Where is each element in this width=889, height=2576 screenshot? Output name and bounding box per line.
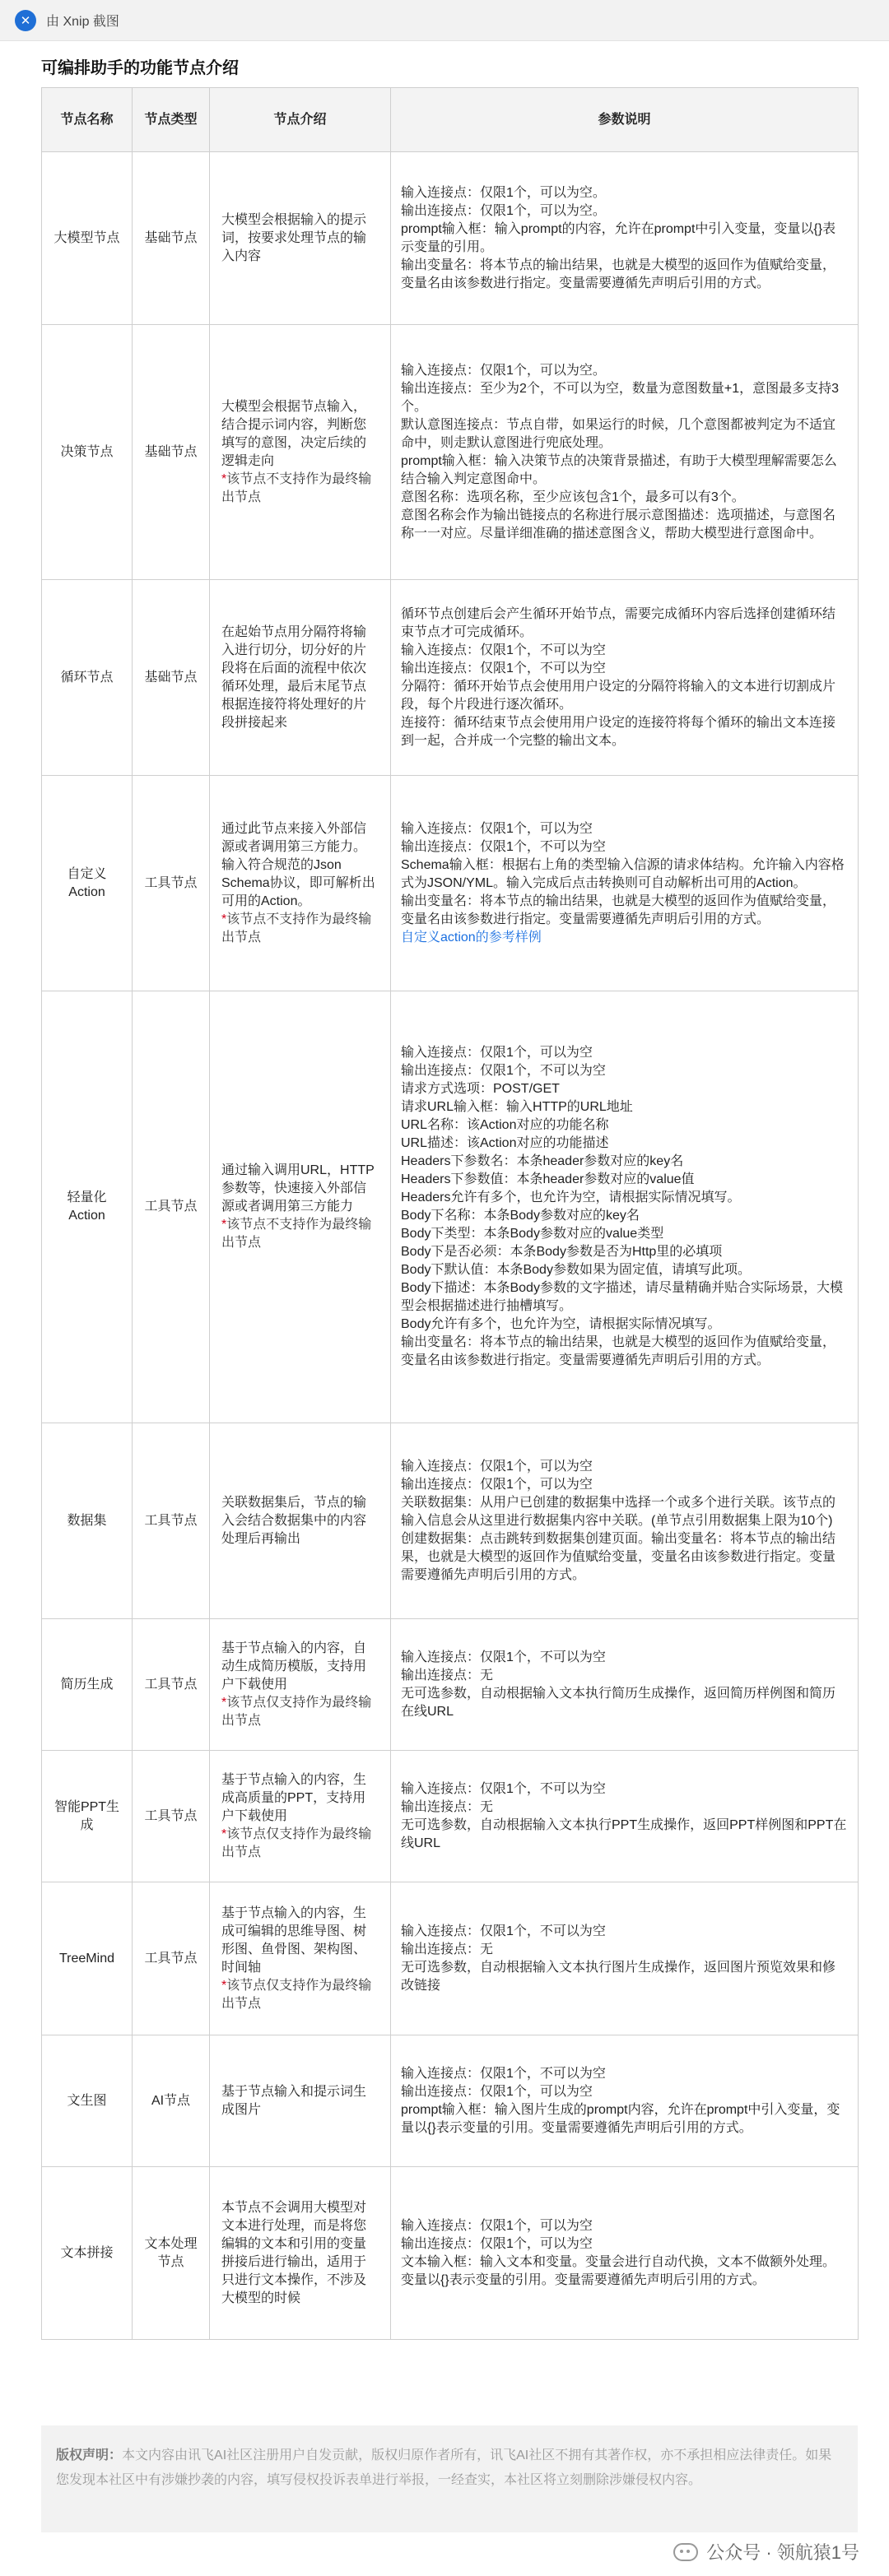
param-line: 意图名称：选项名称，至少应该包含1个，最多可以有3个。: [401, 490, 745, 504]
node-desc-text: 基于节点输入的内容，生成可编辑的思维导图、树形图、鱼骨图、架构图、时间轴: [221, 1905, 367, 1975]
node-note: [221, 1216, 379, 1252]
node-type-cell: 基础节点: [133, 325, 210, 580]
node-desc-text: 本节点不会调用大模型对文本进行处理，而是将您编辑的文本和引用的变量拼接后进行输出，适用于只进行文本操作，不涉及大模型的时候: [221, 2200, 367, 2305]
node-desc-text: 基于节点输入的内容，自动生成简历模版，支持用户下载使用: [221, 1641, 367, 1692]
node-note-text: 该节点仅支持作为最终输出节点: [221, 1695, 372, 1728]
param-line: 请求URL输入框：输入HTTP的URL地址: [401, 1100, 633, 1114]
node-desc-cell: [210, 325, 391, 580]
node-type-cell: 工具节点: [133, 1619, 210, 1751]
node-type-cell: AI节点: [133, 2035, 210, 2167]
node-desc-text: 基于节点输入的内容，生成高质量的PPT，支持用户下载使用: [221, 1772, 367, 1823]
table-row: [42, 1882, 859, 2035]
param-line: 无可选参数，自动根据输入文本执行PPT生成操作，返回PPT样例图和PPT在线URL: [401, 1817, 847, 1850]
header-node-name: 节点名称: [42, 88, 133, 152]
param-line: 输入连接点：仅限1个，不可以为空: [401, 643, 606, 657]
node-type-cell: 工具节点: [133, 1423, 210, 1619]
param-line: Schema输入框：根据右上角的类型输入信源的请求体结构。允许输入内容格式为JSON/YML。输入完成后点击转换则可自动解析出可用的Action。: [401, 857, 845, 890]
node-note-text: 该节点不支持作为最终输出节点: [221, 471, 372, 504]
top-bar: [0, 0, 889, 41]
param-line: 输入连接点：仅限1个，不可以为空: [401, 1650, 606, 1664]
action-example-link[interactable]: 自定义action的参考样例: [401, 930, 542, 945]
param-line: 输入连接点：仅限1个，可以为空。: [401, 363, 606, 378]
node-note-text: 该节点仅支持作为最终输出节点: [221, 1978, 372, 2011]
param-line: 输出连接点：仅限1个，可以为空: [401, 2084, 593, 2099]
param-line: prompt输入框：输入prompt的内容，允许在prompt中引入变量，变量以{}表示变量的引用。: [401, 221, 836, 254]
param-line: Body下描述：本条Body参数的文字描述，请尽量精确并贴合实际场景，大模型会根据描述进行抽槽填写。: [401, 1281, 843, 1313]
param-line: 输出连接点：至少为2个，不可以为空，数量为意图数量+1，意图最多支持3个。: [401, 381, 840, 414]
node-type-cell: 基础节点: [133, 152, 210, 325]
node-note: [221, 471, 379, 507]
node-desc-cell: [210, 1751, 391, 1882]
node-note-text: 该节点不支持作为最终输出节点: [221, 912, 372, 945]
param-line: 输出变量名：将本节点的输出结果，也就是大模型的返回作为值赋给变量，变量名由该参数进行指定。变量需要遵循先声明后引用的方式。: [401, 1335, 836, 1367]
node-desc-cell: [210, 991, 391, 1423]
param-line: Body下类型：本条Body参数对应的value类型: [401, 1227, 664, 1241]
copyright-text: 本文内容由讯飞AI社区注册用户自发贡献，版权归原作者所有，讯飞AI社区不拥有其著作权，亦不承担相应法律责任。如果您发现本社区中有涉嫌抄袭的内容，填写侵权投诉表单进行举报，一经查实，本社区将立刻删除涉嫌侵权内容。: [56, 2448, 832, 2487]
node-desc-text: 通过此节点来接入外部信源或者调用第三方能力。输入符合规范的Json Schema协议，即可解析出可用的Action。: [221, 821, 375, 908]
params-cell: [391, 325, 859, 580]
header-node-desc: 节点介绍: [210, 88, 391, 152]
asterisk-icon: *: [221, 1978, 227, 1993]
params-cell: [391, 580, 859, 776]
node-name-cell: 决策节点: [42, 325, 133, 580]
table-row: [42, 1619, 859, 1751]
param-line: 默认意图连接点：节点自带，如果运行的时候，几个意图都被判定为不适宜命中，则走默认意图进行兜底处理。: [401, 417, 836, 450]
node-name-cell: 数据集: [42, 1423, 133, 1619]
param-line: 输出连接点：仅限1个，不可以为空: [401, 839, 606, 854]
table-row: [42, 2035, 859, 2167]
table-row: [42, 1751, 859, 1882]
node-name-cell: 文本拼接: [42, 2167, 133, 2340]
asterisk-icon: *: [221, 1695, 227, 1710]
asterisk-icon: *: [221, 1218, 227, 1232]
wechat-icon: [673, 2543, 698, 2561]
params-cell: [391, 991, 859, 1423]
node-name-cell: 自定义Action: [42, 776, 133, 991]
node-desc-cell: [210, 2167, 391, 2340]
node-type-cell: 文本处理节点: [133, 2167, 210, 2340]
node-type-cell: 工具节点: [133, 776, 210, 991]
param-line: 关联数据集：从用户已创建的数据集中选择一个或多个进行关联。该节点的输入信息会从这里进行数据集内容中关联。(单节点引用数据集上限为10个): [401, 1495, 836, 1528]
param-line: Headers允许有多个，也允许为空，请根据实际情况填写。: [401, 1191, 741, 1204]
header-params: 参数说明: [391, 88, 859, 152]
table-row: [42, 325, 859, 580]
param-line: 请求方式选项：POST/GET: [401, 1082, 560, 1096]
params-cell: [391, 1751, 859, 1882]
asterisk-icon: *: [221, 1826, 227, 1841]
param-line: 连接符：循环结束节点会使用用户设定的连接符将每个循环的输出文本连接到一起，合并成一个完整的输出文本。: [401, 715, 836, 748]
params-cell: [391, 1423, 859, 1619]
node-type-cell: 工具节点: [133, 991, 210, 1423]
node-note-text: 该节点不支持作为最终输出节点: [221, 1218, 372, 1250]
table-header-row: [42, 88, 859, 152]
node-table: [41, 87, 859, 2340]
table-row: [42, 776, 859, 991]
param-line: 输入连接点：仅限1个，可以为空。: [401, 185, 606, 200]
param-line: 输出连接点：无: [401, 1799, 494, 1814]
node-desc-text: 关联数据集后，节点的输入会结合数据集中的内容处理后再输出: [221, 1495, 367, 1546]
param-line: prompt输入框：输入图片生成的prompt内容，允许在prompt中引入变量，变量以{}表示变量的引用。变量需要遵循先声明后引用的方式。: [401, 2102, 840, 2135]
param-line: 输出连接点：无: [401, 1942, 494, 1956]
param-line: 输入连接点：仅限1个，可以为空: [401, 1046, 593, 1060]
param-line: 输出连接点：仅限1个，可以为空: [401, 1477, 593, 1492]
node-desc-cell: [210, 580, 391, 776]
node-name-cell: 智能PPT生成: [42, 1751, 133, 1882]
param-line: 输出变量名：将本节点的输出结果，也就是大模型的返回作为值赋给变量，变量名由该参数进行指定。变量需要遵循先声明后引用的方式。: [401, 893, 836, 926]
watermark: [673, 2539, 859, 2564]
param-line: 输入连接点：仅限1个，不可以为空: [401, 2066, 606, 2081]
param-line: 循环节点创建后会产生循环开始节点，需要完成循环内容后选择创建循环结束节点才可完成循环。: [401, 606, 836, 639]
params-cell: [391, 2035, 859, 2167]
param-line: Headers下参数值：本条header参数对应的value值: [401, 1172, 695, 1186]
param-line: Headers下参数名：本条header参数对应的key名: [401, 1154, 684, 1168]
param-line: 无可选参数，自动根据输入文本执行图片生成操作，返回图片预览效果和修改链接: [401, 1960, 836, 1993]
node-desc-cell: [210, 152, 391, 325]
node-desc-cell: [210, 1423, 391, 1619]
node-name-cell: 大模型节点: [42, 152, 133, 325]
param-line: 输出连接点：仅限1个，不可以为空: [401, 1064, 606, 1078]
params-cell: [391, 1882, 859, 2035]
node-note: [221, 1977, 379, 2013]
node-desc-text: 在起始节点用分隔符将输入进行切分，切分好的片段将在后面的流程中依次循环处理，最后末尾节点根据连接符将处理好的片段拼接起来: [221, 624, 367, 730]
app-title: 由 Xnip 截图: [46, 15, 119, 29]
param-line: Body下是否必须：本条Body参数是否为Http里的必填项: [401, 1245, 723, 1259]
header-node-type: 节点类型: [133, 88, 210, 152]
asterisk-icon: *: [221, 912, 227, 926]
node-desc-cell: [210, 776, 391, 991]
param-line: URL名称：该Action对应的功能名称: [401, 1118, 609, 1132]
param-line: 意图名称会作为输出链接点的名称进行展示意图描述：选项描述，与意图名称一一对应。尽量详细准确的描述意图含义，帮助大模型进行意图命中。: [401, 508, 836, 541]
page-title: 可编排助手的功能节点介绍: [41, 59, 239, 77]
param-line: 输入连接点：仅限1个，可以为空: [401, 821, 593, 836]
param-line: 创建数据集：点击跳转到数据集创建页面。输出变量名：将本节点的输出结果，也就是大模型的返回作为值赋给变量，变量名由该参数进行指定。变量需要遵循先声明后引用的方式。: [401, 1531, 836, 1582]
param-line: 输出连接点：无: [401, 1668, 494, 1683]
param-line: 输入连接点：仅限1个，不可以为空: [401, 1781, 606, 1796]
watermark-text: 公众号 · 领航猿1号: [706, 2542, 859, 2563]
node-desc-cell: [210, 2035, 391, 2167]
node-name-cell: 轻量化Action: [42, 991, 133, 1423]
table-row: [42, 580, 859, 776]
param-line: 无可选参数，自动根据输入文本执行简历生成操作，返回简历样例图和简历在线URL: [401, 1686, 836, 1719]
param-line: 输出连接点：仅限1个，可以为空。: [401, 203, 606, 218]
param-line: 输入连接点：仅限1个，可以为空: [401, 2218, 593, 2233]
param-line: 输出连接点：仅限1个，可以为空: [401, 2236, 593, 2251]
node-type-cell: 基础节点: [133, 580, 210, 776]
param-line: Body下默认值：本条Body参数如果为固定值，请填写此项。: [401, 1263, 751, 1277]
node-desc-cell: [210, 1882, 391, 2035]
node-type-cell: 工具节点: [133, 1882, 210, 2035]
node-desc-text: 通过输入调用URL，HTTP参数等，快速接入外部信源或者调用第三方能力: [221, 1163, 375, 1214]
copyright-label: 版权声明：: [56, 2448, 123, 2462]
param-line: 文本输入框：输入文本和变量。变量会进行自动代换，文本不做额外处理。变量以{}表示变量的引用。变量需要遵循先声明后引用的方式。: [401, 2254, 836, 2287]
node-note: [221, 1826, 379, 1862]
node-note: [221, 1694, 379, 1730]
param-line: prompt输入框：输入决策节点的决策背景描述，有助于大模型理解需要怎么结合输入判定意图命中。: [401, 453, 837, 486]
param-line: 分隔符：循环开始节点会使用用户设定的分隔符将输入的文本进行切割成片段，每个片段进行逐次循环。: [401, 679, 836, 712]
xnip-logo-icon: ✕: [15, 10, 36, 31]
param-line: Body下名称：本条Body参数对应的key名: [401, 1209, 640, 1223]
table-row: [42, 152, 859, 325]
param-line: 输出连接点：仅限1个，不可以为空: [401, 661, 606, 675]
node-desc-text: 基于节点输入和提示词生成图片: [221, 2084, 367, 2117]
param-line: 输入连接点：仅限1个，不可以为空: [401, 1924, 606, 1938]
node-type-cell: 工具节点: [133, 1751, 210, 1882]
node-desc-text: 大模型会根据节点输入，结合提示词内容，判断您填写的意图，决定后续的逻辑走向: [221, 399, 367, 468]
params-cell: [391, 2167, 859, 2340]
node-note-text: 该节点仅支持作为最终输出节点: [221, 1826, 372, 1859]
copyright-notice: [41, 2425, 858, 2532]
node-name-cell: 简历生成: [42, 1619, 133, 1751]
params-cell: [391, 1619, 859, 1751]
params-cell: [391, 152, 859, 325]
param-line: URL描述：该Action对应的功能描述: [401, 1136, 609, 1150]
table-row: [42, 991, 859, 1423]
table-row: [42, 2167, 859, 2340]
node-name-cell: TreeMind: [42, 1882, 133, 2035]
param-line: Body允许有多个，也允许为空，请根据实际情况填写。: [401, 1317, 721, 1331]
params-cell: [391, 776, 859, 991]
table-row: [42, 1423, 859, 1619]
node-desc-text: 大模型会根据输入的提示词，按要求处理节点的输入内容: [221, 212, 367, 263]
asterisk-icon: *: [221, 471, 227, 486]
node-note: [221, 911, 379, 947]
param-line: 输入连接点：仅限1个，可以为空: [401, 1459, 593, 1474]
node-name-cell: 循环节点: [42, 580, 133, 776]
node-desc-cell: [210, 1619, 391, 1751]
node-name-cell: 文生图: [42, 2035, 133, 2167]
param-line: 输出变量名：将本节点的输出结果，也就是大模型的返回作为值赋给变量，变量名由该参数进行指定。变量需要遵循先声明后引用的方式。: [401, 258, 836, 290]
